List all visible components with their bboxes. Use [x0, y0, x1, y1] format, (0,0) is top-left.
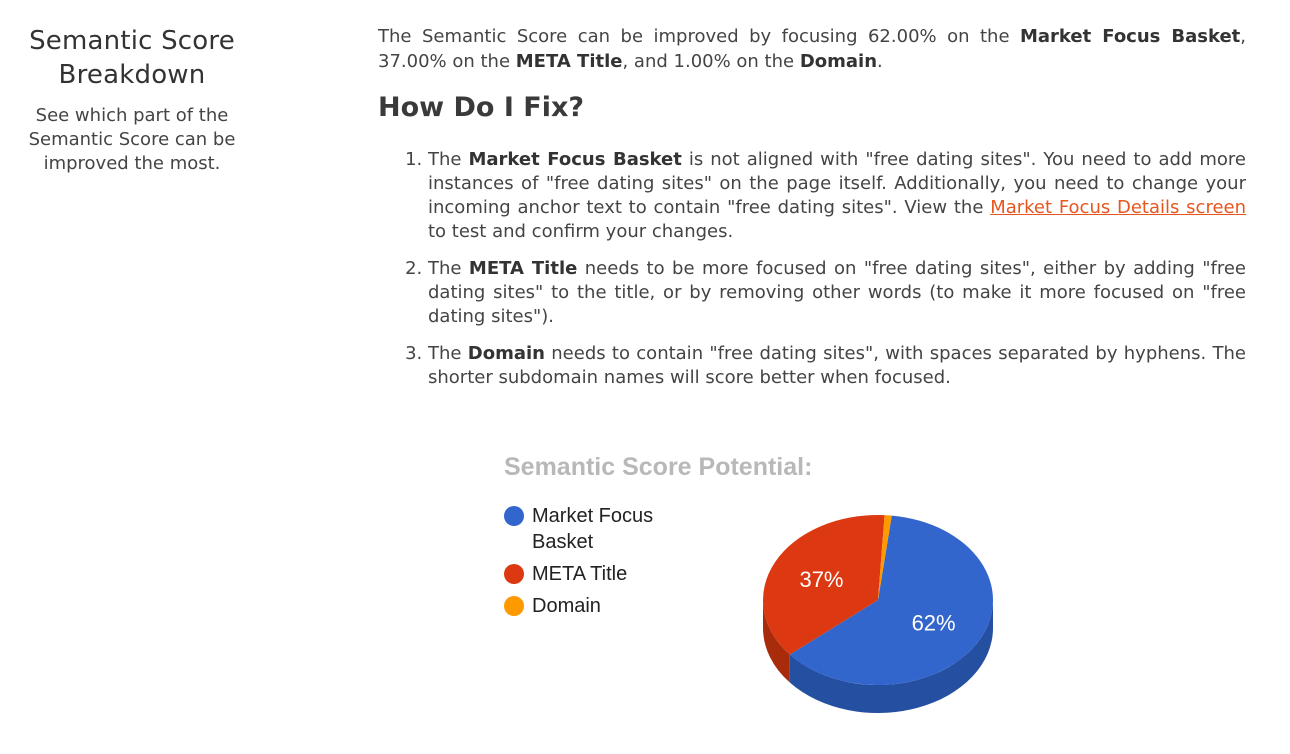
legend-label: Market Focus Basket: [532, 505, 654, 553]
main-content: [378, 24, 1246, 403]
legend-label: META Title: [532, 563, 628, 585]
intro-text: , and 1.00% on the: [622, 51, 800, 72]
legend-item-market-focus-basket[interactable]: [504, 503, 674, 555]
sidebar-title: [0, 24, 264, 92]
legend-swatch: [504, 596, 524, 616]
pie-chart: [760, 505, 1020, 735]
fix-list: [378, 148, 1246, 390]
intro-paragraph: [378, 24, 1246, 74]
intro-text: The Semantic Score can be improved by focusing 62.00% on the: [378, 26, 1020, 47]
market-focus-details-link[interactable]: Market Focus Details screen: [990, 197, 1247, 218]
fix-text: The: [428, 343, 468, 364]
sidebar: [0, 24, 264, 176]
fix-text: to test and confirm your changes.: [428, 221, 734, 242]
fix-text: The: [428, 149, 469, 170]
legend-item-domain[interactable]: [504, 593, 674, 619]
intro-term-market-focus: Market Focus Basket: [1020, 26, 1241, 47]
legend-swatch: [504, 564, 524, 584]
intro-term-domain: Domain: [799, 51, 878, 72]
pie-slice-label: 37%: [799, 567, 844, 593]
intro-text: .: [877, 51, 883, 72]
fix-text: is not aligned with "free dating sites". You need to add more instances of "free dating sites" on the page itself. Additionally, you need to change your incoming anchor text to contain "free dating sites". View the: [428, 149, 1247, 218]
legend-swatch: [504, 506, 524, 526]
fix-item-domain: [428, 342, 1246, 390]
fix-term: Market Focus Basket: [468, 149, 682, 170]
intro-term-meta-title: META Title: [515, 51, 623, 72]
fix-text: needs to contain "free dating sites", with spaces separated by hyphens. The shorter subdomain names will score better when focused.: [428, 343, 1247, 388]
fix-text: needs to be more focused on "free dating sites", either by adding "free dating sites" to the title, or by removing other words (to make it more focused on "free dating sites").: [428, 258, 1247, 327]
pie-slice-label: 62%: [911, 610, 956, 636]
chart-title: Semantic Score Potential:: [504, 453, 813, 481]
legend-label: Domain: [532, 595, 601, 617]
sidebar-description: See which part of the Semantic Score can be improved the most.: [28, 105, 236, 174]
sidebar-title-line1: Semantic Score: [29, 26, 235, 56]
fix-heading: How Do I Fix?: [378, 92, 585, 123]
chart-legend: [504, 503, 674, 625]
fix-term: META Title: [468, 258, 578, 279]
intro-text: , 37.00% on the: [378, 26, 1247, 72]
sidebar-title-line2: Breakdown: [58, 60, 206, 90]
legend-item-meta-title[interactable]: [504, 561, 674, 587]
fix-text: The: [428, 258, 469, 279]
fix-item-market-focus: [428, 148, 1246, 244]
fix-term: Domain: [467, 343, 545, 364]
fix-item-meta-title: [428, 257, 1246, 329]
semantic-score-chart: [490, 445, 1050, 745]
